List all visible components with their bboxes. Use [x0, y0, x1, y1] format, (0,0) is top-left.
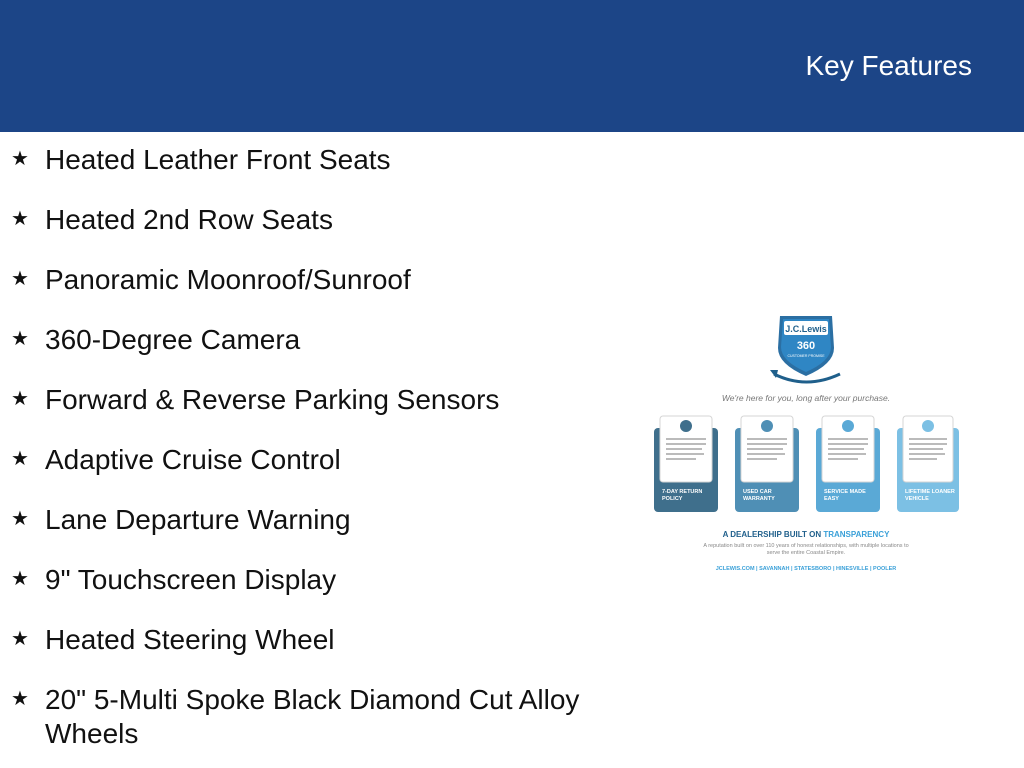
promo-tagline: We're here for you, long after your purchase. [721, 393, 891, 403]
feature-text: Adaptive Cruise Control [45, 444, 341, 475]
promo-footer-locations: JCLEWIS.COM | SAVANNAH | STATESBORO | HINESVILLE | POOLER [715, 566, 897, 572]
feature-text: 20" 5-Multi Spoke Black Diamond Cut Alloy Wheels [45, 684, 580, 749]
card-label: USED CAR [743, 489, 772, 495]
feature-item [0, 623, 600, 683]
promo-description: serve the entire Coastal Empire. [766, 550, 846, 556]
car-icon [842, 420, 854, 432]
promo-card [897, 416, 959, 512]
star-icon: ★ [11, 148, 29, 170]
feature-list [0, 143, 600, 753]
feature-text: Heated Steering Wheel [45, 624, 335, 655]
badge-number: 360 [796, 340, 816, 352]
card-label: LIFETIME LOANER [905, 489, 955, 495]
card-label: SERVICE MADE [824, 489, 866, 495]
card-label: 7-DAY RETURN [662, 489, 703, 495]
feature-text: Heated Leather Front Seats [45, 144, 391, 175]
feature-text: Heated 2nd Row Seats [45, 204, 333, 235]
feature-item [0, 503, 600, 563]
feature-item [0, 443, 600, 503]
feature-text: 360-Degree Camera [45, 324, 301, 355]
dealership-promo-graphic [650, 312, 962, 576]
feature-item [0, 683, 600, 753]
shield-icon [770, 316, 840, 382]
header-bar [0, 0, 1024, 132]
brand-logo-text: J.C.Lewis [785, 324, 827, 334]
star-icon: ★ [11, 628, 29, 650]
feature-item [0, 383, 600, 443]
promo-card [735, 416, 799, 512]
feature-text: Lane Departure Warning [45, 504, 351, 535]
card-label: VEHICLE [905, 496, 929, 502]
star-icon: ★ [11, 508, 29, 530]
promo-headline [723, 530, 890, 539]
promo-card [816, 416, 880, 512]
star-icon: ★ [11, 208, 29, 230]
star-icon: ★ [11, 328, 29, 350]
promo-card [654, 416, 718, 512]
feature-item [0, 563, 600, 623]
feature-item [0, 203, 600, 263]
feature-item [0, 263, 600, 323]
star-icon: ★ [11, 448, 29, 470]
feature-text: Forward & Reverse Parking Sensors [45, 384, 500, 415]
card-label: EASY [824, 496, 839, 502]
headline-text: A DEALERSHIP BUILT ON [722, 530, 824, 539]
headline-accent: TRANSPARENCY [823, 530, 890, 539]
page-title: Key Features [805, 50, 972, 81]
star-icon: ★ [11, 568, 29, 590]
star-icon: ★ [11, 388, 29, 410]
feature-text: Panoramic Moonroof/Sunroof [45, 264, 411, 295]
dollar-icon [680, 420, 692, 432]
feature-text: 9" Touchscreen Display [45, 564, 337, 595]
feature-item [0, 323, 600, 383]
promo-description: A reputation built on over 110 years of honest relationships, with multiple locations to [703, 543, 909, 549]
star-icon: ★ [11, 268, 29, 290]
star-icon: ★ [11, 688, 29, 710]
ribbon-icon [761, 420, 773, 432]
key-icon [922, 420, 934, 432]
promo-svg [650, 312, 962, 576]
card-label: POLICY [662, 496, 683, 502]
feature-item [0, 143, 600, 203]
badge-subtext: CUSTOMER PROMISE [787, 354, 825, 358]
card-label: WARRANTY [743, 496, 775, 502]
